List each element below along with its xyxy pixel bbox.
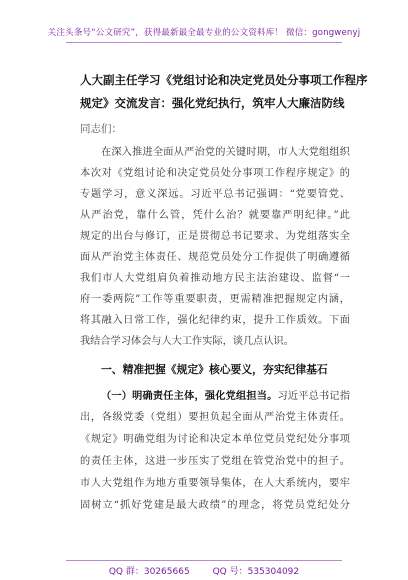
- section-heading: 一、精准把握《规定》核心要义，夯实纪律基石: [101, 363, 328, 376]
- footer-divider: [66, 560, 342, 561]
- body-line: [80, 389, 350, 404]
- body-line: 市人大党组作为地方重要领导集体，在人大系统内，要牢: [80, 478, 350, 489]
- body-line: 从严治党，靠什么管，凭什么治？就要靠严明纪律。”此: [80, 210, 350, 221]
- body-line: 府一委两院”工作等重要职责，更需精准把握规定内涵，: [80, 294, 350, 305]
- qq-number: QQ 号：535304092: [212, 567, 300, 577]
- body-line: 固树立“抓好党建是最大政绩”的理念，将党员党纪处分: [80, 500, 350, 511]
- body-line: 面从严治党主体责任、规范党员处分工作提供了明确遵循: [80, 252, 350, 263]
- body-line: 在深入推进全面从严治党的关键时期，市人大党组组织: [101, 147, 350, 158]
- body-line: 将其融入日常工作，强化纪律约束，提升工作质效。下面: [80, 315, 350, 326]
- body-line: 的责任主体，这进一步压实了党组在管党治党中的担子。: [80, 456, 350, 467]
- salutation: 同志们：: [80, 123, 122, 135]
- body-line: 出，各级党委（党组）要担负起全面从严治党主体责任。: [80, 412, 350, 423]
- header-banner: 关注头条号“公文研究”，获得最新最全最专业的公文资料库！ 微信：gongwenyj: [47, 28, 361, 38]
- body-line: 专题学习，意义深远。习近平总书记强调：“党要管党、: [80, 189, 350, 200]
- body-line: 我结合学习体会与人大工作实际，谈几点认识。: [80, 336, 294, 347]
- body-text: 习近平总书记指: [277, 391, 351, 402]
- document-title-line-2: 规定》交流发言：强化党纪执行，筑牢人大廉洁防线: [80, 96, 345, 110]
- header-divider: [66, 42, 342, 43]
- body-line: 本次对《党组讨论和决定党员处分事项工作程序规定》的: [80, 168, 350, 179]
- footer: [0, 564, 408, 577]
- document-title-line-1: 人大副主任学习《党组讨论和决定党员处分事项工作程序: [80, 73, 368, 87]
- qq-group: QQ 群：30265665: [108, 567, 190, 577]
- subsection-heading: （一）明确责任主体，强化党组担当。: [101, 390, 278, 402]
- body-line: 《规定》明确党组为讨论和决定本单位党员党纪处分事项: [80, 434, 350, 445]
- body-line: 规定的出台与修订，正是贯彻总书记要求、为党组落实全: [80, 231, 350, 242]
- body-line: 我们市人大党组肩负着推动地方民主法治建设、监督“一: [80, 273, 350, 284]
